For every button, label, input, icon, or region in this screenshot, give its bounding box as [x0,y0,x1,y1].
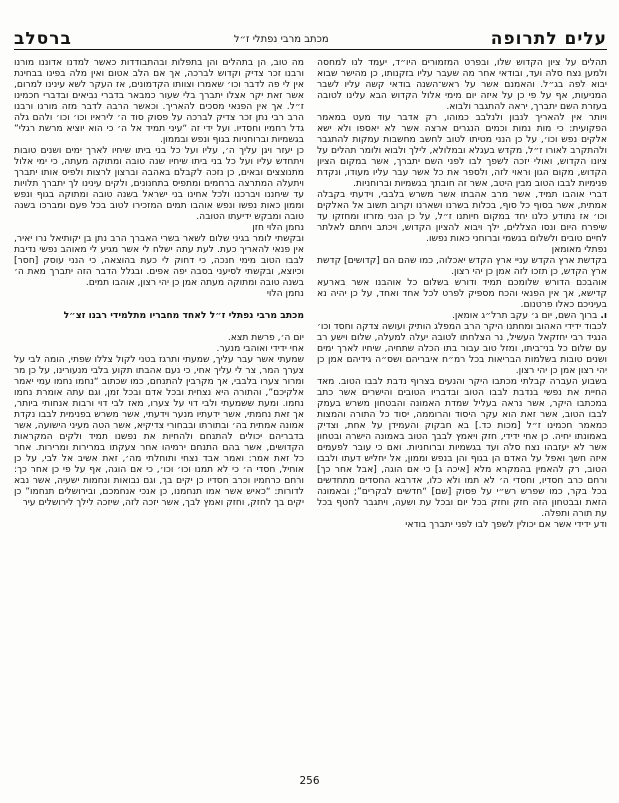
section-date-text: ברוך השם, יום ג׳ עקב תרל״ג אומאן. [451,310,601,321]
paragraph: ובקשתי לומר בגיני שלום לשאר בשרי האברך הרב נתן בן יקותיאל נרו יאיר, אין פנאי להאריך כעת. לעת עתה ישלח לי אשר מגיע לי מאוהב נפשי נדיבת לבבו הטוב מימי חנכה, כי דחוק לי כעת בהוצאה, כי הנני עוסק [חסר] וכיוצא, ובקשתי לסיעני בסבה יפה אפים. ובגלל הדבר הזה יתברך מאת ה׳ בשנה טובה ומתוקה מעתה אמן כן יהי רצון, אוהבו תמים. [14,233,304,288]
signature-line: נפתלי מאומאן [551,244,607,255]
header-subtitle-center: מכתב מרבי נפתלי ז״ל [233,34,329,45]
signature-line: נחמן הלוי [266,288,304,299]
paragraph: שמעתי אשר עבר עליך, שמעתי ותרגז בטני לקול צללו שפתי, הומה לבי על צערך המר, צר לי עליך אחי, כי נעם אהבתו תקוע בלבי מנעורינו, על כן מר ומרור צערו בלבבי, אך מקרבין להתנחם, כמו שכתוב “נחמו נחמו עמי יאמר אלקיכם”, והתורה היא נצחית ובכל אדם ובכל זמן, וגם עתה אומרת נחמו נחמו. ומעת ששמעתי ולבי דוי על צערו, מאז לבי דוי ורבות אנחותי ביותר, אך זאת נחמתי, אשר ידעתיו מנער וידעתי, אשר משרש בפנימית לבבו נקדת אמונה אמתית בה׳ ובתורתו ובבחורי צדיקיא, אשר הטה מעיני הישועה, אשר בדבריהם יכולים להתנחם ולהחיות את נפשנו תמיד ולקים המקראות הקדושים, אשר בהם התנחם ירמיהו אחר צעקתו במרירות ומרירות. אחר כל זאת אמר: ואמר אבד נצחי ותוחלתי מה׳, זאת אשיב אל לבי, על כן אוחיל, חסדי ה׳ כי לא תמנו וכו׳ וכו׳, כי אם הוגה, אף על פי כן אחר כך: ורחם כרחמיו וכרב חסדיו כן יקים בך, וגם נבואות ונחמות ישעיה, אשר נבא לדורות: “כאיש אשר אמו תנחמנו, כן אנכי אנחמכם, ובירושלים תנחמו” כן יקים בך לחזק, וחזק ואמץ לבך, אשר יזכה לזה, שיזכה לילך לירושלים עיר [14,354,304,508]
letter-section-line [317,310,607,321]
salutation-line: אחי ידידי ואוהבי מנער. [216,343,304,354]
section-letter-marker: ו. [600,310,607,321]
two-column-text-body [14,57,607,765]
paragraph: לכבוד ידידי האהוב ומחתנו היקר הרב המפלג הותיק ועושה צדקה וחסד וכו׳ הנגיד רבי יחזקאל העשיל, נר הצלחתו לטובה יעלה למעלה, שלום וישע רב עם שלום כל בני־ביתו, ומזל טוב עבור בתו הכלה שתחיה, שיחיו לארך ימים ושנים טובות בשלמות הבריאות בכל רמ״ח איבריהם ושס״ה גידיהם אמן כן יהי רצון אמן כן יהי רצון. [317,321,607,376]
page-header [14,22,607,50]
paragraph: ויותר אין להאריך לנבון ולנלבב כמוהו, רק אדבר עוד מעט במאמר הפקועית: כי מות נמות וכמים הנגרים ארצה אשר לא יאספו ולא ישא אלקים נפש וכו׳, על כן הנני מטיתו לטוב לחשב מחשבות עמקות להתגבר ולהתקרב לאורו ז״ל, מקדש בעגלא ובמלולא, לילך ולבוא ולומר תהלים על ציונו הקדוש, ואולי יזכה לשפך לבו לפני השם יתברך, אשר במקום הציון הקדוש, מקום הגון וראוי לזה, ולספר את כל אשר עבר עליו מעודו, ונקדת פנימיות לבבו הטוב מבין היטב, אשר זה חובתך בגשמיות וברוחניות. [317,112,607,189]
page-number: 256 [299,775,320,787]
paragraph: כן יעזר ויגן עליך ה׳, עליו ועל כל בני ביתו שיחיו לארך ימים ושנים טובות ויתחדש עליו ועל כל בני ביתו שיחיו שנה טובה ומתוקה מעתה, כי ימי אלול מתנוצצים ובאים, כן נזכה לקבלם באהבה וברצון לרצות ולפיס אותו יתברך ויתעלה המתרצה ברחמים ומתפיס בתחנונים, ולקים עינינו לך יתברך תלויות עד שיחננו ויברכנו ולכל אחינו בני ישראל בשנה טובה ומתוקה בגוף ונפש וממון כאות נפשו ונפש אוהבו תמים המזכירו לטוב בכל פעם ומברכו בשנה טובה ומבקש ידיעתו הטובה. [14,145,304,222]
signature-line: נחמן הלוי חזן [252,222,304,233]
paragraph: מה טוב, הן בתהלים והן בתפלות ובהתבודדות כאשר למדנו אדוננו מורנו ורבנו זכר צדיק וקדוש לברכה, אך אם הלב אטום ואין מלה בפינו בבחינת אין לי פה לדבר וכו׳ שאמרו וצוותו הקדמונים, אז העקר לשא עינינו למרום, אשר זאת יקר אצלו יתברך בלי שעור כמבאר בדברי נביאים ובדברי חכמינו ז״ל. אך אין הפנאי מסכים להאריך. וכאשר הרבה לדבר מזה מורנו ורבנו הרב רבי נתן זכר צדיק לברכה על פסוק סוד ה׳ ליראיו וכו׳ וכו׳ ולהם גלה גדל רחמיו וחסדיו. ועל ידי זה “עיני תמיד אל ה׳ כי הוא יוציא מרשת רגלי” בגשמיות וברוחניות בגוף ונפש ובממון. [14,57,304,145]
column-left [14,57,304,765]
paragraph: בשבוע העברה קבלתי מכתבו היקר והנעים בצרוף נדבת לבבו הטוב. מאד החיית את נפשי בנדבת לבבו הטוב ובדבריו הטובים והישרים אשר כתב במכתבו היקר, אשר נראה בעליל שמדת האמונה והבטחון משרש בעמק לבבו הטוב, אשר זאת הוא עקר היסוד והרוממה, יסוד כל התורה והמצות כמאמר חכמינו ז״ל [מכות כד.] בא חבקוק והעמידן על אחת, וצדיק באמונתו יחיה. כן אחי ידידי, חזק ויאמץ לבבך הטוב באמונה הישרה ובטחון אשר לא יעזבהו נצח סלה ועד בגשמיות וברוחניות. ואם כי עובר לפעמים איזה חשך ואפל על האדם הן בגוף והן בנפש וממון, אל יחליש דעתו ולבבו הטוב, רק להאמין בהמקרא מלא [איכה ג] כי אם הוגה, [אבל אחר כך] ורחם כרב חסדיו, וחסדי ה׳ לא תמו ולא כלו, אדרבא החסדים מתחדשים בכל בקר, כמו שפרש רש״י על פסוק [שם] “חדשים לבקרים”; ובאמונה הזאת ובבטחון הזה חזק וחזק בכל יום ובכל עת ושעה, ויתגבר לחטף בכל עת תורה ותפלה. [317,376,607,519]
paragraph: ודע ידידי אשר אם יכולין לשפך לבו לפני יתברך בודאי [405,519,607,530]
column-right [317,57,607,765]
paragraph: דברי אוהבו תמיד, אשר מרב אהבתו אשר משרש בלבבי, וידעתי בקבלה אמתית, אשר בסוף כל סוף, בכלות בשרנו ושארנו וקרוב תשוב אל האלקים וכו׳ אז נתודע כלנו יחד במקום חיותנו ז״ל, על כן הנני מזרזו ומחזקו עד שיפרח היום ונסו הצללים, ילך ויבוא להציון הקדוש, ויכתב ויחתם לאלתר לחיים טובים ולשלום בגשמי וברוחני כאות נפשו. [317,189,607,244]
date-line: יום ה׳, פרשת תצא. [227,332,304,343]
paragraph: תהלים על ציון הקדוש שלו, ובפרט המזמורים היו״ד, יעמד לנו למחסה ולמען נצח סלה ועד, ובודאי אחר מה שעבר עליו בזקנותו, כן מהישר שבוא יבוא לפה בג״ל. והאמנם אשר על ראש־השנה בודאי קשה עליו לשבר המניעות, אף על פי כן על איזה יום מימי אלול הקדוש הבא עלינו לטובה בעזרת השם יתברך, יראה להתגבר ולבוא. [317,57,607,112]
header-title-right: עלים לתרופה [490,29,607,49]
letter-heading: מכתב מרבי נפתלי ז״ל לאחד מחבריו מתלמידי רבנו זצ״ל [63,310,304,321]
header-title-left: ברסלב [14,29,72,49]
paragraph: אוהבכם הדורש שלומכם תמיד ודורש בשלום כל אוהבנו אשר בארעא קדישא, אך אין הפנאי והכח מספיק לפרט לכל אחד ואחד, על כן יהיה נא בעיניכם כאלו פרטנום. [317,277,607,310]
paragraph: בקדשת ארץ הקדש עניי ארץ הקדש יאכלוה, כמו שהם הם [קדושים] קדשת ארץ הקדש, כן תזכו לזה אמן כן יהי רצון. [317,255,607,277]
